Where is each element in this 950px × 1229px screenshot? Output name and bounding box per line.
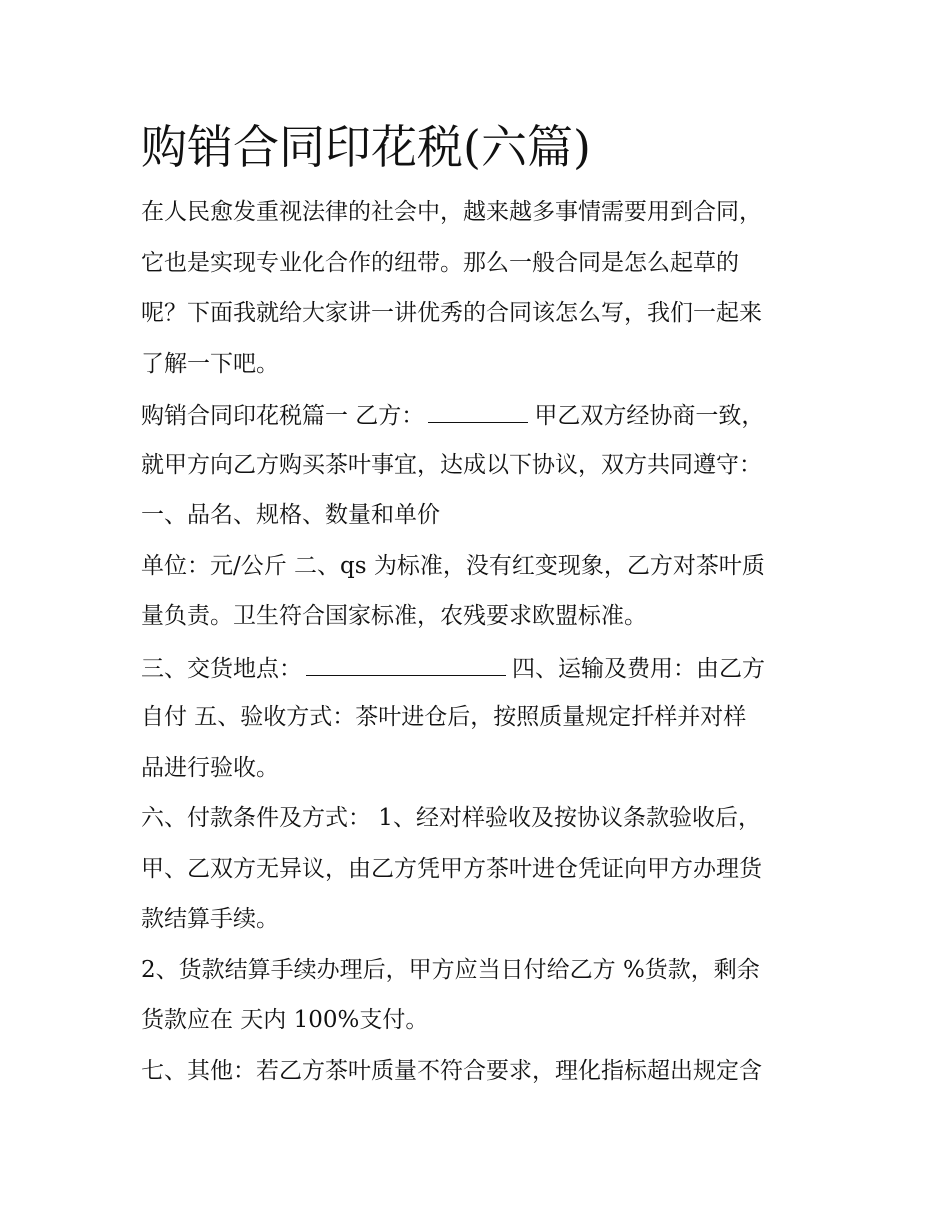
body-line: 货款应在 天内 100%支付。 bbox=[141, 1007, 429, 1033]
document-page bbox=[141, 112, 817, 1109]
fill-in-blank bbox=[306, 655, 506, 676]
body-line: 七、其他：若乙方茶叶质量不符合要求，理化指标超出规定含 bbox=[141, 1057, 762, 1084]
body-line-text: 三、交货地点： bbox=[141, 655, 302, 682]
body-line: 六、付款条件及方式： 1、经对样验收及按协议条款验收后， bbox=[141, 805, 761, 831]
body-line: 品进行验收。 bbox=[141, 754, 279, 781]
body-line: 单位：元/公斤 二、qs 为标准，没有红变现象，乙方对茶叶质 bbox=[141, 552, 765, 579]
body-line: 自付 五、验收方式：茶叶进仓后，按照质量规定扦样并对样 bbox=[141, 704, 747, 730]
body-line: 一、品名、规格、数量和单价 bbox=[141, 502, 440, 528]
document-body bbox=[141, 200, 817, 1084]
body-line bbox=[141, 655, 817, 680]
fill-in-blank bbox=[428, 402, 528, 423]
body-line-text: 购销合同印花税篇一 乙方： bbox=[141, 403, 425, 429]
body-line-text: 甲乙双方经协商一致， bbox=[534, 403, 765, 429]
body-line: 2、货款结算手续办理后，甲方应当日付给乙方 %货款，剩余 bbox=[141, 956, 760, 983]
body-line-text: 四、运输及费用：由乙方 bbox=[512, 655, 765, 682]
body-line: 款结算手续。 bbox=[141, 906, 279, 932]
body-line: 在人民愈发重视法律的社会中，越来越多事情需要用到合同， bbox=[141, 199, 762, 225]
body-line: 甲、乙双方无异议，由乙方凭甲方茶叶进仓凭证向甲方办理货 bbox=[141, 855, 762, 882]
body-line bbox=[141, 402, 817, 427]
body-line: 了解一下吧。 bbox=[141, 350, 279, 377]
body-line: 呢？下面我就给大家讲一讲优秀的合同该怎么写，我们一起来 bbox=[141, 300, 762, 326]
body-line: 它也是实现专业化合作的纽带。那么一般合同是怎么起草的 bbox=[141, 249, 739, 276]
body-line: 就甲方向乙方购买茶叶事宜，达成以下协议，双方共同遵守： bbox=[141, 451, 762, 478]
document-title: 购销合同印花税(六篇) bbox=[141, 120, 591, 174]
body-line: 量负责。卫生符合国家标准，农残要求欧盟标准。 bbox=[141, 603, 647, 629]
